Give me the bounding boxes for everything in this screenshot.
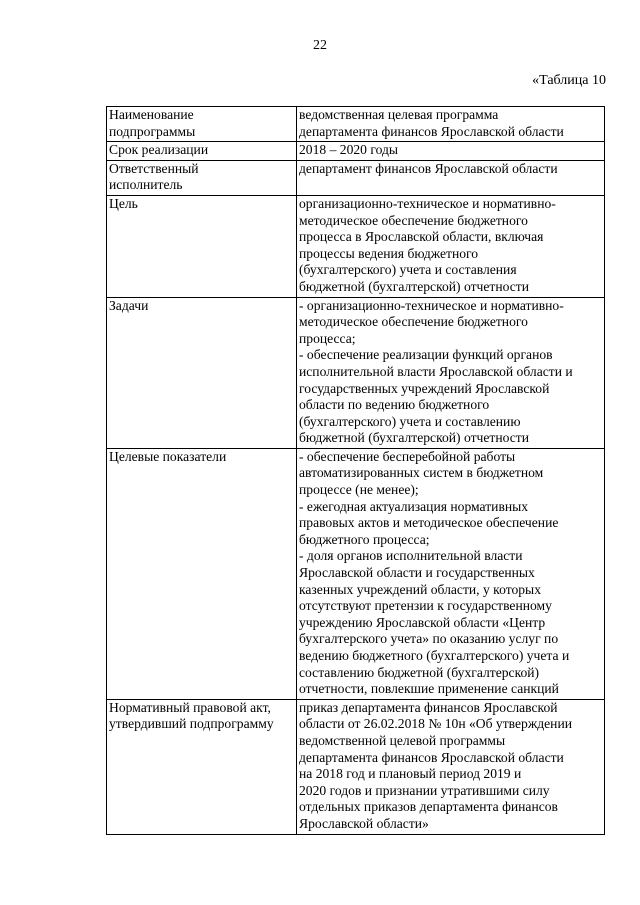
row-label-line: Цель — [109, 195, 138, 211]
row-value-line: правовых актов и методическое обеспечение — [299, 515, 559, 531]
subprogram-passport-table — [106, 106, 605, 835]
row-value-line: процессы ведения бюджетного — [299, 245, 479, 261]
row-value-line: департамента финансов Ярославской области — [299, 749, 564, 765]
row-value-cell — [297, 160, 605, 195]
row-value-line: бюджетной (бухгалтерской) отчетности — [299, 278, 530, 294]
row-label-cell — [107, 195, 297, 297]
row-value-line: - обеспечение бесперебойной работы — [299, 448, 516, 464]
row-value-line: процесса; — [299, 330, 356, 346]
row-value-cell — [297, 142, 605, 161]
row-label-cell — [107, 107, 297, 142]
row-value-line: 2018 – 2020 годы — [299, 142, 399, 158]
row-value-line: на 2018 год и плановый период 2019 и — [299, 766, 522, 782]
row-value-line: бюджетной (бухгалтерской) отчетности — [299, 430, 530, 446]
row-value-line: ведению бюджетного (бухгалтерского) учета и — [299, 648, 570, 663]
table-row — [107, 297, 605, 448]
row-value-line: (бухгалтерского) учета и составлению — [299, 413, 521, 429]
row-value-line: государственных учреждений Ярославской — [299, 380, 550, 396]
row-label-line: Задачи — [109, 297, 149, 313]
row-value-line: автоматизированных систем в бюджетном — [299, 465, 544, 481]
row-label-line: Срок реализации — [109, 142, 209, 158]
row-value-line: - обеспечение реализации функций органов — [299, 347, 553, 363]
table-row — [107, 699, 605, 834]
row-value-line: исполнительной власти Ярославской области и — [299, 363, 573, 379]
row-label-cell — [107, 142, 297, 161]
row-value-line: Ярославской области и государственных — [299, 565, 535, 581]
row-value-cell — [297, 107, 605, 142]
row-value-line: учреждению Ярославской области «Центр — [299, 614, 546, 630]
row-value-line: ведомственная целевая программа — [299, 107, 499, 122]
row-value-line: методическое обеспечение бюджетного — [299, 314, 528, 330]
table-caption: «Таблица 10 — [532, 73, 606, 88]
page-number: 22 — [313, 38, 327, 53]
row-value-line: (бухгалтерского) учета и составления — [299, 262, 517, 278]
row-value-cell — [297, 699, 605, 834]
row-value-line: департамент финансов Ярославской области — [299, 160, 558, 176]
row-value-line: приказ департамента финансов Ярославской — [299, 699, 558, 715]
row-value-line: области по ведению бюджетного — [299, 397, 490, 413]
row-value-cell — [297, 195, 605, 297]
row-value-cell — [297, 448, 605, 699]
row-value-line: ведомственной целевой программы — [299, 732, 506, 748]
row-value-line: казенных учреждений области, у которых — [299, 581, 541, 597]
row-value-line: отсутствуют претензии к государственному — [299, 598, 552, 614]
row-value-cell — [297, 297, 605, 448]
row-label-line: Нормативный правовой акт, — [109, 699, 271, 715]
row-value-line: отчетности, повлекшие применение санкций — [299, 681, 559, 697]
row-label-line: Целевые показатели — [109, 448, 227, 464]
row-label-cell — [107, 699, 297, 834]
table-body — [107, 107, 605, 835]
row-value-line: 2020 годов и признании утратившими силу — [299, 782, 550, 798]
row-value-line: бухгалтерского учета» по оказанию услуг по — [299, 631, 559, 647]
row-value-line: - ежегодная актуализация нормативных — [299, 498, 529, 514]
row-label-line: Ответственный — [109, 160, 199, 176]
table-row — [107, 107, 605, 142]
row-value-line: процесса в Ярославской области, включая — [299, 229, 544, 245]
row-label-cell — [107, 297, 297, 448]
row-value-line: составлению бюджетной (бухгалтерской) — [299, 664, 540, 680]
row-label-cell — [107, 448, 297, 699]
row-value-line: - доля органов исполнительной власти — [299, 548, 523, 564]
row-label-line: Наименование — [109, 107, 194, 122]
row-label-line: утвердивший подпрограмму — [109, 716, 274, 732]
row-value-line: организационно-техническое и нормативно- — [299, 195, 556, 211]
row-value-line: области от 26.02.2018 № 10н «Об утверждении — [299, 716, 573, 732]
row-value-line: методическое обеспечение бюджетного — [299, 212, 528, 228]
row-label-line: подпрограммы — [109, 123, 196, 139]
table-row — [107, 195, 605, 297]
table-row — [107, 448, 605, 699]
row-label-cell — [107, 160, 297, 195]
row-label-line: исполнитель — [109, 177, 183, 193]
row-value-line: Ярославской области» — [299, 815, 429, 831]
row-value-line: бюджетного процесса; — [299, 531, 430, 547]
table-row — [107, 142, 605, 161]
table-row — [107, 160, 605, 195]
row-value-line: процессе (не менее); — [299, 482, 419, 498]
row-value-line: департамента финансов Ярославской области — [299, 123, 564, 139]
row-value-line: - организационно-техническое и нормативно- — [299, 297, 564, 313]
row-value-line: отдельных приказов департамента финансов — [299, 799, 558, 815]
